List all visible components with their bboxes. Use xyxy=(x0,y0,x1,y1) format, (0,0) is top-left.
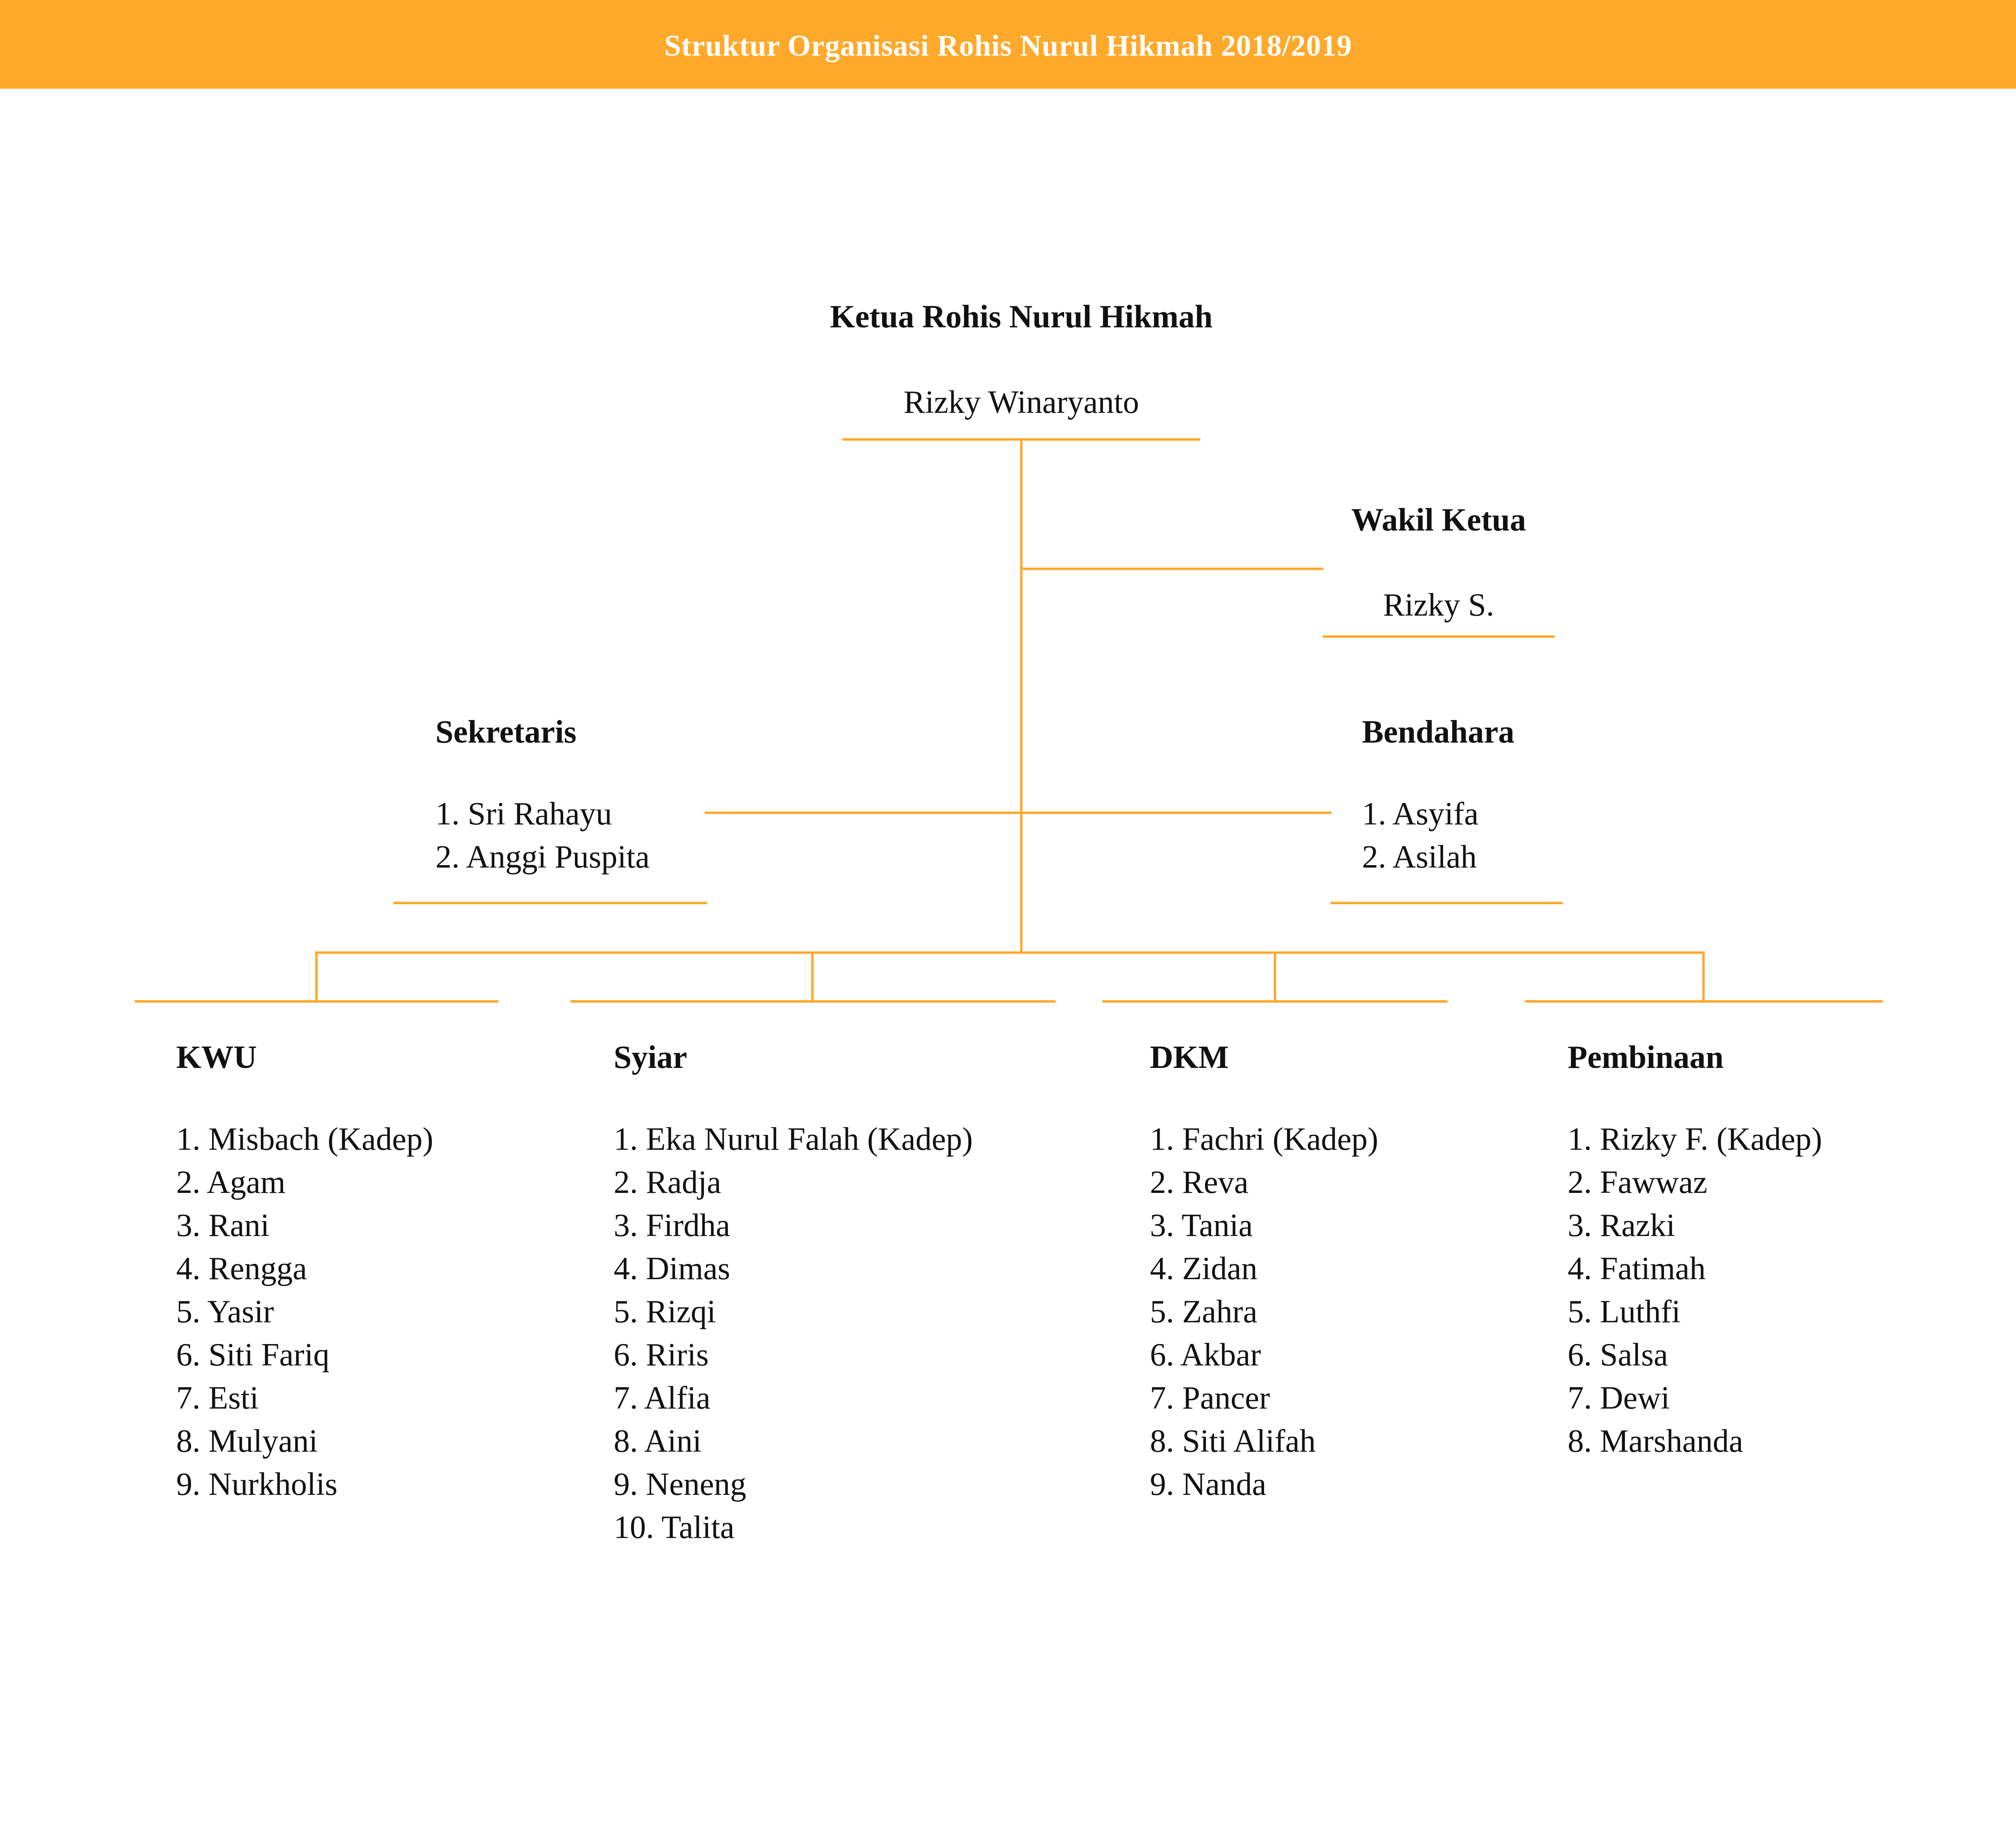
list-item: 5. Rizqi xyxy=(614,1294,716,1330)
list-item: 3. Razki xyxy=(1568,1208,1675,1243)
list-item: 4. Rengga xyxy=(176,1251,307,1286)
list-item: 8. Marshanda xyxy=(1568,1423,1743,1459)
list-item: 10. Talita xyxy=(614,1510,735,1545)
list-item: 9. Neneng xyxy=(614,1467,746,1502)
dkm-list xyxy=(1150,1118,1378,1506)
pembinaan-heading: Pembinaan xyxy=(1568,1040,1724,1075)
list-item: 1. Asyifa xyxy=(1362,796,1479,832)
list-item: 2. Anggi Puspita xyxy=(435,839,650,875)
kwu-list xyxy=(176,1118,433,1506)
ketua-heading: Ketua Rohis Nurul Hikmah xyxy=(830,299,1213,335)
list-item: 7. Dewi xyxy=(1568,1380,1670,1416)
list-item: 5. Yasir xyxy=(176,1294,274,1330)
list-item: 7. Pancer xyxy=(1150,1380,1270,1416)
list-item: 8. Aini xyxy=(614,1423,702,1459)
dkm-heading: DKM xyxy=(1150,1040,1229,1075)
bendahara-heading: Bendahara xyxy=(1362,714,1514,750)
sekretaris-list xyxy=(435,793,650,879)
list-item: 2. Asilah xyxy=(1362,839,1477,875)
list-item: 9. Nurkholis xyxy=(176,1467,337,1502)
list-item: 1. Eka Nurul Falah (Kadep) xyxy=(614,1122,973,1157)
page-title: Struktur Organisasi Rohis Nurul Hikmah 2018/2019 xyxy=(664,29,1352,62)
list-item: 2. Agam xyxy=(176,1165,286,1200)
list-item: 9. Nanda xyxy=(1150,1467,1266,1502)
list-item: 1. Fachri (Kadep) xyxy=(1150,1122,1379,1157)
list-item: 2. Reva xyxy=(1150,1165,1249,1200)
syiar-list xyxy=(614,1118,973,1549)
pembinaan-list xyxy=(1568,1118,1822,1463)
list-item: 7. Alfia xyxy=(614,1380,710,1416)
list-item: 5. Luthfi xyxy=(1568,1294,1681,1330)
list-item: 3. Tania xyxy=(1150,1208,1253,1243)
wakil-heading: Wakil Ketua xyxy=(1351,502,1526,538)
list-item: 1. Sri Rahayu xyxy=(435,796,612,832)
list-item: 1. Rizky F. (Kadep) xyxy=(1568,1122,1822,1157)
list-item: 2. Radja xyxy=(614,1165,721,1200)
wakil-name: Rizky S. xyxy=(1383,587,1494,623)
list-item: 8. Siti Alifah xyxy=(1150,1423,1316,1459)
list-item: 4. Dimas xyxy=(614,1251,730,1286)
list-item: 6. Salsa xyxy=(1568,1337,1668,1373)
list-item: 6. Akbar xyxy=(1150,1337,1261,1373)
list-item: 8. Mulyani xyxy=(176,1423,318,1459)
bendahara-list xyxy=(1362,793,1479,879)
list-item: 2. Fawwaz xyxy=(1568,1165,1708,1200)
list-item: 5. Zahra xyxy=(1150,1294,1258,1330)
kwu-heading: KWU xyxy=(176,1040,257,1075)
list-item: 3. Firdha xyxy=(614,1208,730,1243)
list-item: 4. Fatimah xyxy=(1568,1251,1706,1286)
list-item: 6. Siti Fariq xyxy=(176,1337,330,1373)
ketua-name: Rizky Winaryanto xyxy=(903,385,1139,420)
syiar-heading: Syiar xyxy=(614,1040,687,1075)
list-item: 4. Zidan xyxy=(1150,1251,1258,1286)
list-item: 6. Riris xyxy=(614,1337,709,1373)
list-item: 1. Misbach (Kadep) xyxy=(176,1122,433,1157)
sekretaris-heading: Sekretaris xyxy=(435,714,577,750)
list-item: 3. Rani xyxy=(176,1208,270,1243)
list-item: 7. Esti xyxy=(176,1380,259,1416)
